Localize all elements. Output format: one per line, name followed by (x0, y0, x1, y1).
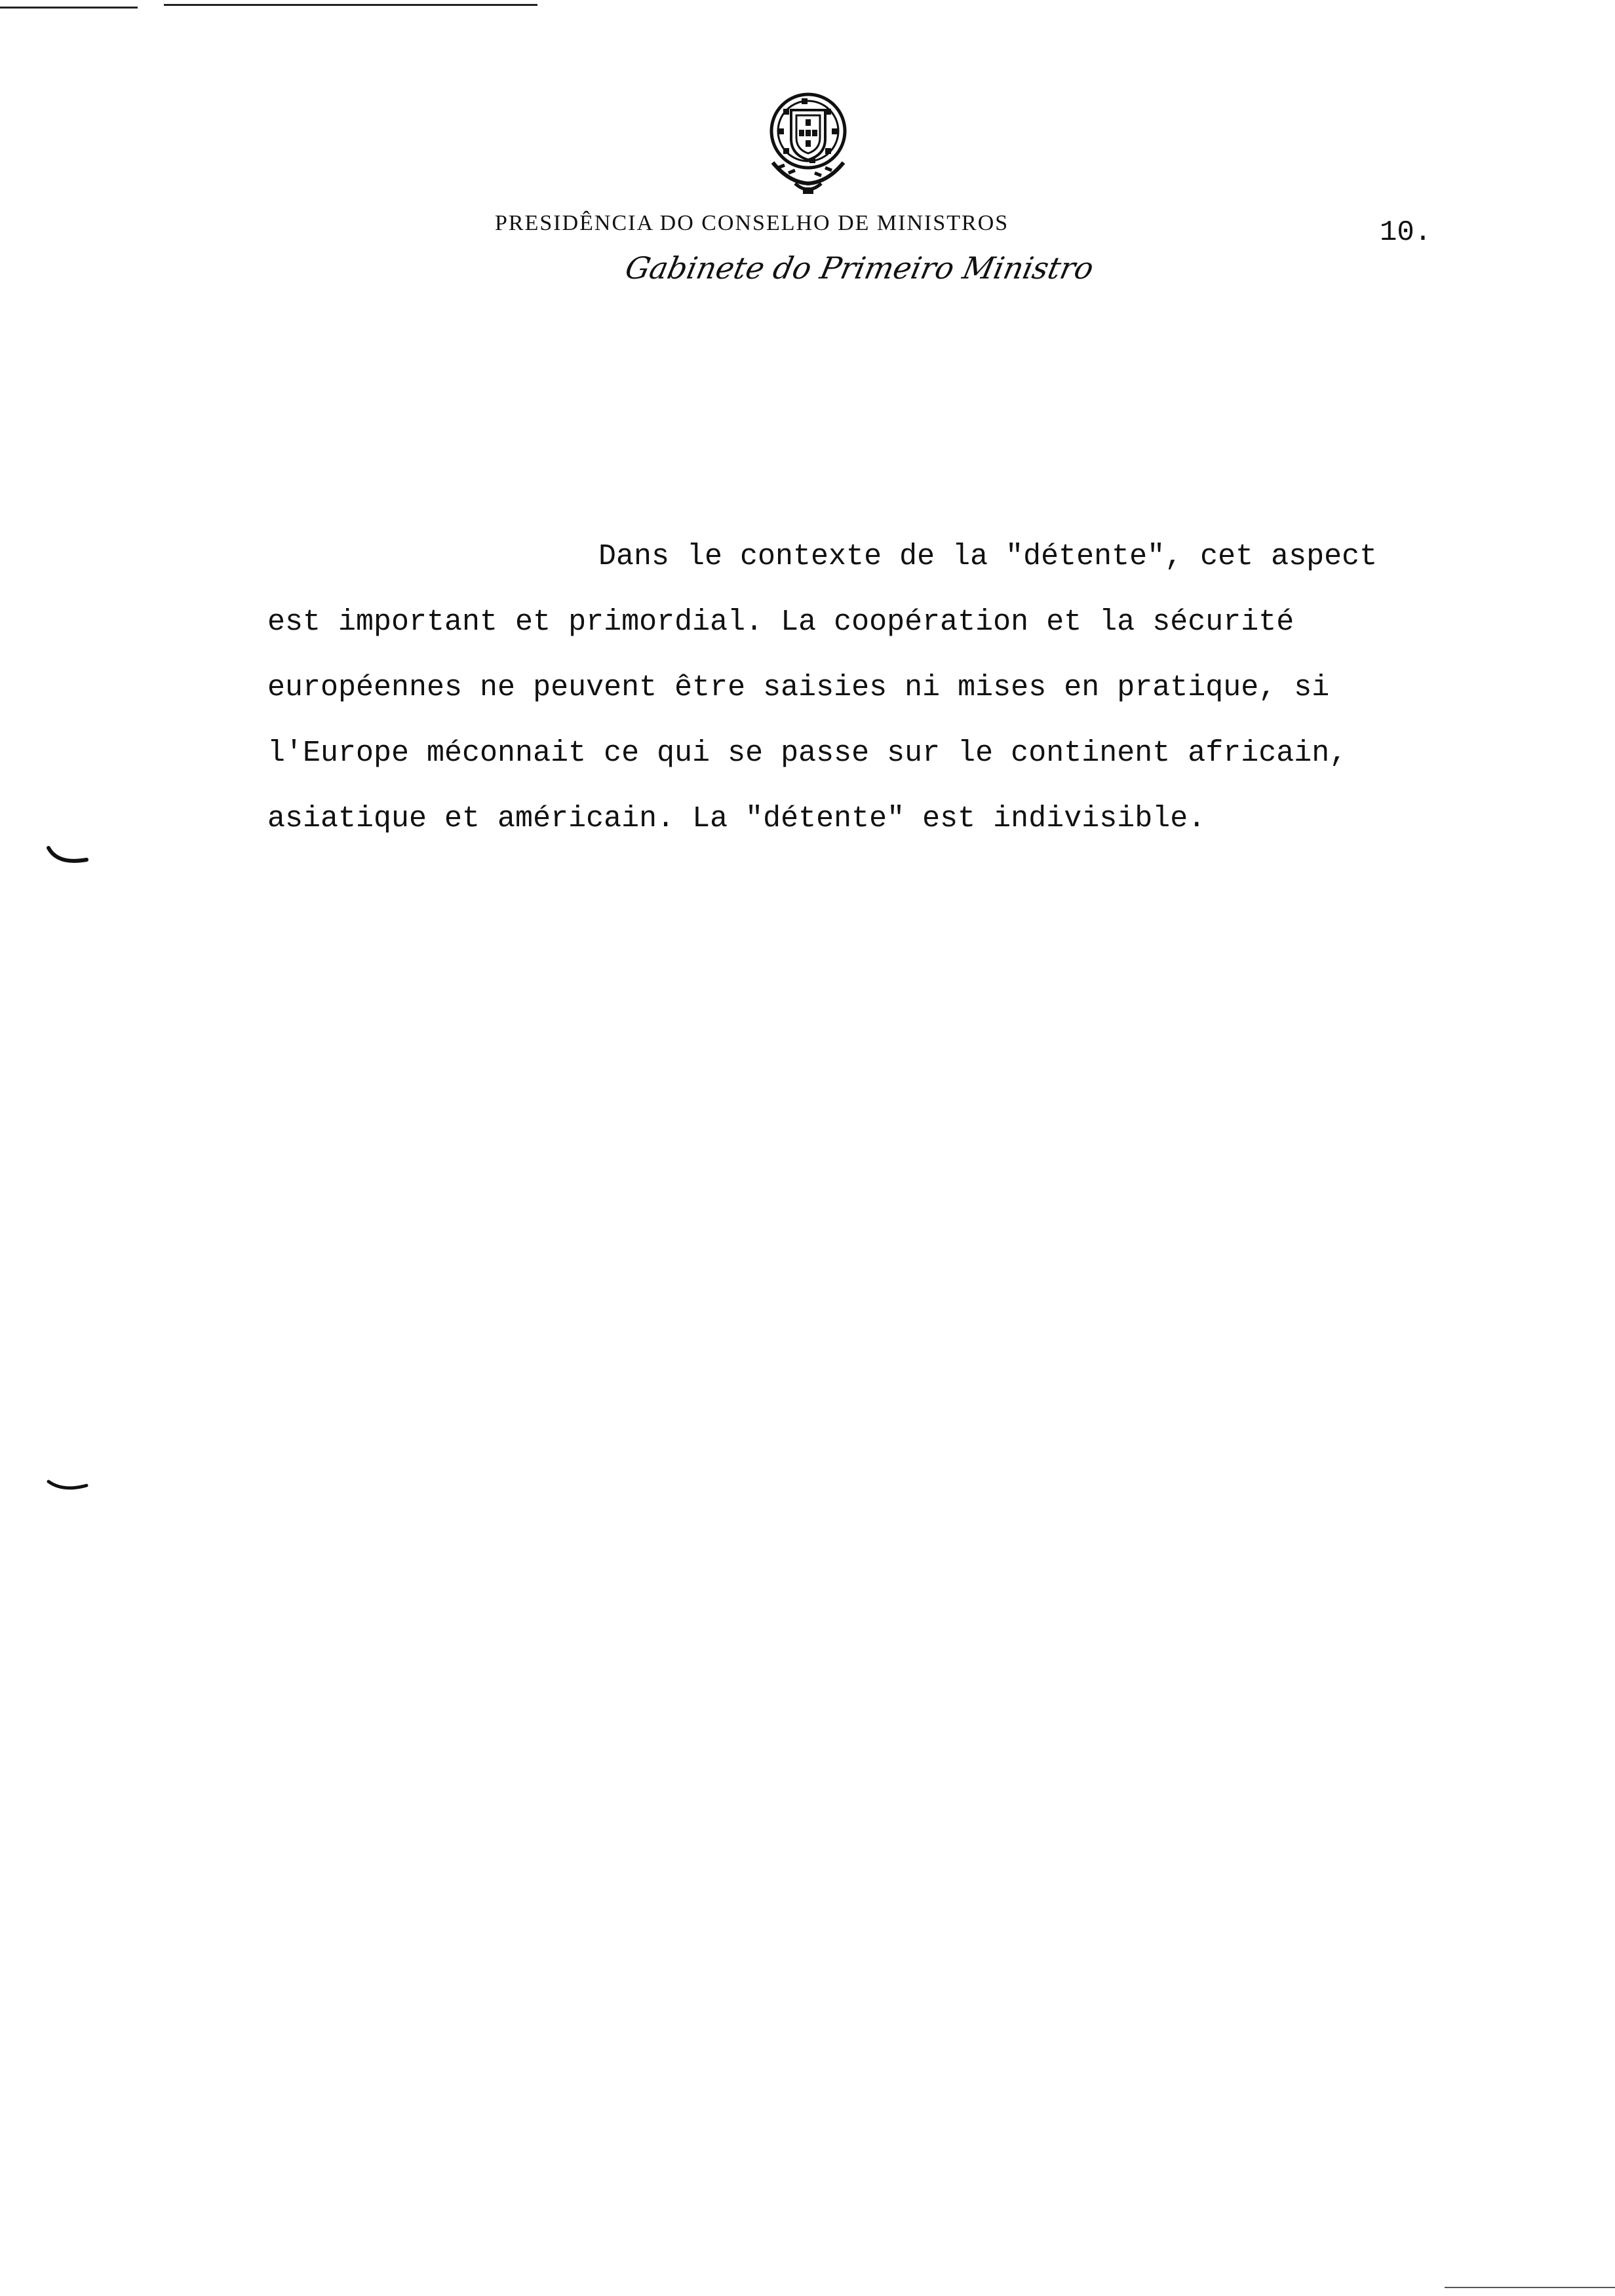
scan-edge-rule (164, 4, 537, 6)
body-line: européennes ne peuvent être saisies ni mises en pratique, si (267, 671, 1330, 704)
body-line: asiatique et américain. La "détente" est indivisible. (267, 802, 1206, 835)
letterhead-subtitle: Gabinete do Primeiro Ministro (622, 250, 1097, 286)
body-line: est important et primordial. La coopération et la sécurité (267, 605, 1294, 639)
coat-of-arms-icon (749, 84, 867, 202)
scan-edge-rule (0, 7, 138, 9)
body-line: Dans le contexte de la "détente", cet aspect (598, 540, 1378, 573)
letterhead-title: PRESIDÊNCIA DO CONSELHO DE MINISTROS (495, 211, 1009, 235)
document-body (267, 524, 1473, 852)
punch-hole-mark (46, 1478, 92, 1497)
punch-hole-mark (46, 845, 92, 871)
body-line: l'Europe méconnait ce qui se passe sur le continent africain, (267, 737, 1348, 770)
page-number: 10. (1380, 216, 1432, 249)
scan-edge-rule (1445, 2287, 1615, 2288)
